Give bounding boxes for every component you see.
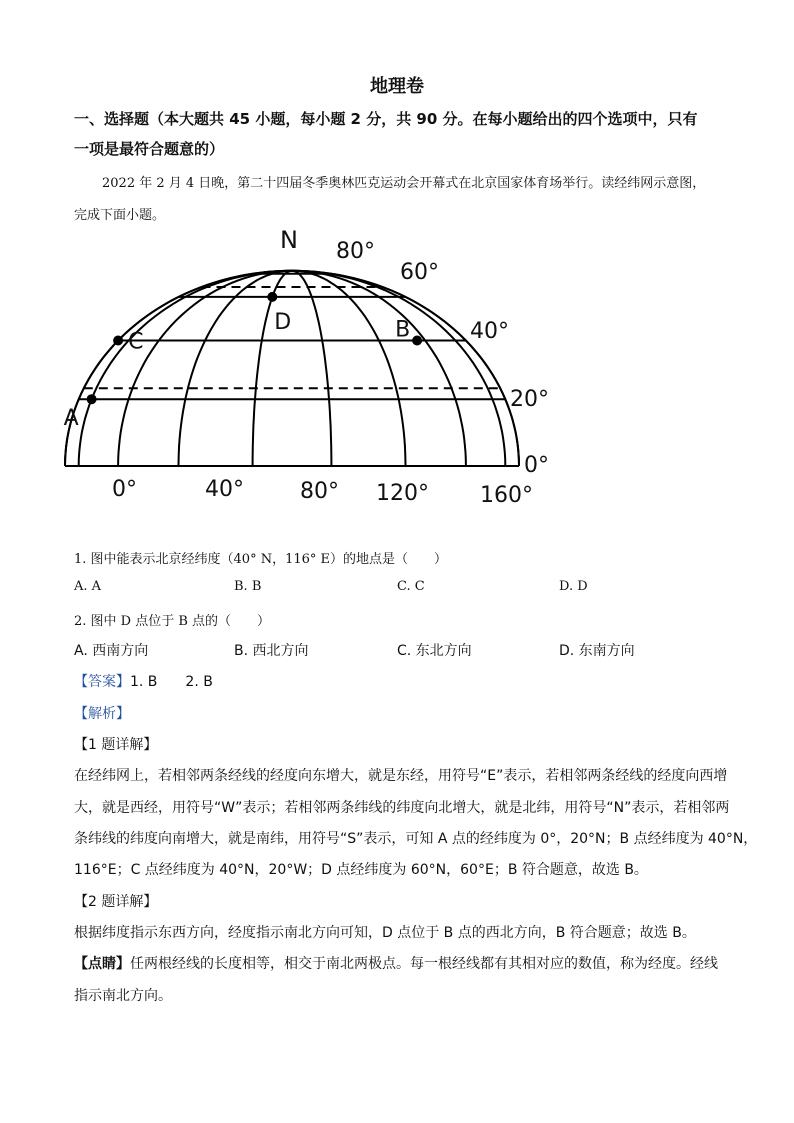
meridian-line [292, 271, 505, 466]
longitude-label: 40° [205, 477, 244, 502]
point-d-marker [267, 292, 277, 302]
answer-row [74, 671, 213, 691]
section-heading-line1: 一、选择题（本大题共 45 小题，每小题 2 分，共 90 分。在每小题给出的四个选项中，只有 [74, 110, 698, 128]
page-title: 地理卷 [370, 76, 424, 97]
point-a-label: A [63, 406, 79, 432]
longitude-label: 160° [480, 483, 533, 508]
boundary-line [65, 271, 519, 466]
longitude-label: 80° [300, 479, 339, 504]
note-row [74, 953, 718, 973]
latitude-label: 0° [524, 453, 549, 478]
intro-line1: 2022 年 2 月 4 日晚，第二十四届冬季奥林匹克运动会开幕式在北京国家体育场举行。读经纬网示意图， [102, 176, 706, 191]
q2-option-a[interactable]: A. 西南方向 [74, 643, 149, 659]
latitude-label: 60° [400, 260, 439, 285]
graticule-map [60, 226, 580, 516]
note-tag: 【点睛】 [74, 956, 130, 972]
q1-option-c[interactable]: C. C [397, 579, 425, 594]
longitude-label: 0° [112, 477, 137, 502]
section-heading-line2: 一项是最符合题意的） [74, 140, 225, 158]
detail1-line: 条纬线的纬度向南增大，就是南纬，用符号“S”表示，可知 A 点的经纬度为 0°，20°N；B 点经纬度为 40°N， [74, 831, 758, 847]
point-c-marker [113, 336, 123, 346]
question-1: 1. 图中能表示北京经纬度（40° N，116° E）的地点是（ ） [74, 552, 448, 567]
answer-text: 1. B 2. B [130, 674, 213, 690]
analysis-tag: 【解析】 [74, 706, 130, 722]
intro-line2: 完成下面小题。 [74, 208, 166, 223]
detail1-heading: 【1 题详解】 [74, 737, 158, 753]
graticule-lines [65, 271, 519, 466]
detail2-heading: 【2 题详解】 [74, 894, 158, 910]
q2-option-c[interactable]: C. 东北方向 [397, 643, 472, 659]
q1-option-b[interactable]: B. B [234, 579, 262, 594]
detail1-line: 大，就是西经，用符号“W”表示；若相邻两条纬线的纬度向北增大，就是北纬，用符号“N”表示，若相邻两 [74, 800, 730, 816]
q1-option-a[interactable]: A. A [74, 579, 102, 594]
note-line1: 任两根经线的长度相等，相交于南北两极点。每一根经线都有其相对应的数值，称为经度。经线 [130, 956, 718, 972]
meridian-line [79, 271, 292, 466]
point-b-marker [412, 336, 422, 346]
longitude-label: 120° [376, 481, 429, 506]
point-c-label: C [128, 329, 144, 355]
analysis-row [74, 703, 130, 723]
point-d-label: D [274, 309, 292, 335]
answer-tag: 【答案】 [74, 674, 130, 690]
meridian-line [292, 271, 466, 466]
detail1-line: 116°E；C 点经纬度为 40°N，20°W；D 点经纬度为 60°N，60°E；B 符合题意，故选 B。 [74, 862, 648, 878]
latitude-label: 80° [336, 239, 375, 264]
north-pole-label: N [280, 226, 298, 254]
q2-option-b[interactable]: B. 西北方向 [234, 643, 309, 659]
meridian-line [292, 271, 331, 466]
note-line2: 指示南北方向。 [74, 988, 172, 1004]
meridian-line [292, 271, 406, 466]
q2-option-d[interactable]: D. 东南方向 [559, 643, 635, 659]
detail2-line: 根据纬度指示东西方向，经度指示南北方向可知，D 点位于 B 点的西北方向，B 符合题意；故选 B。 [74, 925, 696, 941]
point-a-marker [87, 394, 97, 404]
latitude-label: 20° [510, 387, 549, 412]
detail1-line: 在经纬网上，若相邻两条经线的经度向东增大，就是东经，用符号“E”表示，若相邻两条经线的经度向西增 [74, 768, 728, 784]
latitude-label: 40° [470, 319, 509, 344]
map-points [64, 292, 423, 431]
q1-option-d[interactable]: D. D [559, 579, 588, 594]
meridian-line [118, 271, 292, 466]
point-b-label: B [395, 317, 411, 343]
question-2: 2. 图中 D 点位于 B 点的（ ） [74, 614, 271, 629]
